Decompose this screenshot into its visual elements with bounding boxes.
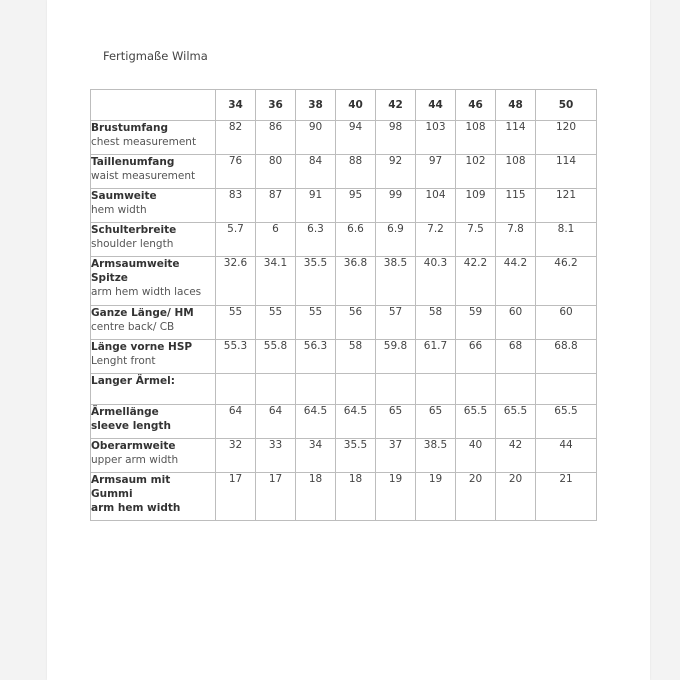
row-label-cell [91,223,216,257]
measurement-cell: 84 [296,155,336,189]
measurement-cell: 99 [376,189,416,223]
measurement-cell: 20 [456,473,496,521]
measurement-cell: 42.2 [456,257,496,306]
row-label-german: Schulterbreite [91,224,177,236]
measurement-cell: 87 [256,189,296,223]
size-header: 44 [416,90,456,121]
row-label-german: Ganze Länge/ HM [91,307,194,319]
measurement-cell: 17 [216,473,256,521]
measurement-cell: 57 [376,306,416,340]
measurement-cell: 88 [336,155,376,189]
measurement-cell: 103 [416,121,456,155]
row-label-cell [91,306,216,340]
measurement-cell: 36.8 [336,257,376,306]
row-label-german: Oberarmweite [91,440,176,452]
table-row [91,121,597,155]
measurement-cell: 34.1 [256,257,296,306]
header-corner-cell [91,90,216,121]
size-header: 48 [496,90,536,121]
measurement-cell: 44 [536,439,597,473]
measurement-cell: 91 [296,189,336,223]
table-body [91,121,597,521]
size-header: 40 [336,90,376,121]
measurement-cell: 6.9 [376,223,416,257]
row-label-cell [91,257,216,306]
measurement-cell: 95 [336,189,376,223]
measurement-cell: 59 [456,306,496,340]
measurement-cell: 92 [376,155,416,189]
measurement-cell [296,374,336,405]
measurement-cell: 38.5 [416,439,456,473]
table-row [91,439,597,473]
measurement-cell: 7.5 [456,223,496,257]
row-label-german: Armsaumweite Spitze [91,258,180,284]
measurement-cell: 114 [536,155,597,189]
measurement-cell: 64 [256,405,296,439]
measurement-cell: 6 [256,223,296,257]
document-title: Fertigmaße Wilma [103,49,208,63]
row-label-english: waist measurement [91,170,196,182]
measurement-cell: 86 [256,121,296,155]
measurement-cell: 33 [256,439,296,473]
measurement-cell: 6.3 [296,223,336,257]
row-label-german: Taillenumfang [91,156,175,168]
measurement-cell: 66 [456,340,496,374]
table-row [91,306,597,340]
measurement-cell: 38.5 [376,257,416,306]
measurement-cell: 55.8 [256,340,296,374]
measurement-cell: 120 [536,121,597,155]
row-label-cell [91,340,216,374]
row-label-english: arm hem width laces [91,286,202,298]
row-label-cell [91,439,216,473]
measurement-cell: 64 [216,405,256,439]
measurement-cell: 82 [216,121,256,155]
measurement-cell: 108 [496,155,536,189]
table-header-row [91,90,597,121]
measurement-cell: 64.5 [296,405,336,439]
measurement-cell: 83 [216,189,256,223]
measurement-cell: 42 [496,439,536,473]
table-row [91,405,597,439]
size-header: 34 [216,90,256,121]
measurement-cell: 6.6 [336,223,376,257]
measurement-cell [416,374,456,405]
row-label-cell [91,121,216,155]
measurement-cell: 65.5 [536,405,597,439]
row-label-english: chest measurement [91,136,197,148]
row-label-cell [91,473,216,521]
measurement-cell: 102 [456,155,496,189]
measurement-cell: 98 [376,121,416,155]
row-label-german: Langer Ärmel: [91,375,175,387]
row-label-cell [91,155,216,189]
table-row [91,340,597,374]
measurement-cell: 65 [376,405,416,439]
row-label-german: Brustumfang [91,122,168,134]
measurement-cell: 40.3 [416,257,456,306]
row-label-german: Länge vorne HSP [91,341,193,353]
measurement-cell: 76 [216,155,256,189]
measurement-cell: 104 [416,189,456,223]
measurement-cell: 114 [496,121,536,155]
measurement-cell: 55 [216,306,256,340]
document-page [47,0,650,680]
measurement-cell: 55 [296,306,336,340]
table-row [91,223,597,257]
row-label-cell [91,374,216,405]
measurement-cell: 97 [416,155,456,189]
measurement-cell [216,374,256,405]
measurement-cell [376,374,416,405]
row-label-english: upper arm width [91,454,179,466]
size-header: 42 [376,90,416,121]
measurement-cell [256,374,296,405]
measurement-cell: 60 [496,306,536,340]
measurement-cell: 109 [456,189,496,223]
measurement-cell [456,374,496,405]
size-header: 46 [456,90,496,121]
row-label-german: Armsaum mit Gummi [91,474,171,500]
measurement-cell: 65 [416,405,456,439]
row-label-english: sleeve length [91,420,171,432]
table-row [91,473,597,521]
row-label-english: shoulder length [91,238,174,250]
measurement-cell: 5.7 [216,223,256,257]
measurement-cell: 7.8 [496,223,536,257]
row-label-german: Saumweite [91,190,157,202]
measurement-cell: 65.5 [456,405,496,439]
measurement-cell: 17 [256,473,296,521]
measurement-cell: 34 [296,439,336,473]
measurement-cell: 90 [296,121,336,155]
measurement-cell: 40 [456,439,496,473]
row-label-cell [91,189,216,223]
row-label-english: hem width [91,204,147,216]
measurement-cell: 8.1 [536,223,597,257]
row-label-cell [91,405,216,439]
measurement-cell: 80 [256,155,296,189]
measurement-cell [536,374,597,405]
measurement-cell: 19 [416,473,456,521]
measurement-cell: 108 [456,121,496,155]
measurement-cell: 18 [336,473,376,521]
row-label-english: Lenght front [91,355,156,367]
measurement-cell: 35.5 [296,257,336,306]
table-row [91,374,597,405]
row-label-english: centre back/ CB [91,321,175,333]
measurement-cell: 94 [336,121,376,155]
size-header: 38 [296,90,336,121]
measurement-cell: 61.7 [416,340,456,374]
measurement-cell: 35.5 [336,439,376,473]
table-row [91,189,597,223]
measurement-cell: 55.3 [216,340,256,374]
measurement-cell: 37 [376,439,416,473]
measurement-cell: 56 [336,306,376,340]
measurement-cell: 46.2 [536,257,597,306]
table-row [91,257,597,306]
measurement-cell [496,374,536,405]
measurement-cell: 44.2 [496,257,536,306]
measurement-cell: 68.8 [536,340,597,374]
measurement-cell: 121 [536,189,597,223]
measurement-cell: 32.6 [216,257,256,306]
measurement-cell: 55 [256,306,296,340]
size-header: 36 [256,90,296,121]
measurement-cell: 56.3 [296,340,336,374]
size-header: 50 [536,90,597,121]
measurement-cell: 7.2 [416,223,456,257]
measurement-cell: 20 [496,473,536,521]
measurement-cell: 19 [376,473,416,521]
measurement-cell: 60 [536,306,597,340]
measurement-cell: 65.5 [496,405,536,439]
measurement-cell [336,374,376,405]
measurement-cell: 58 [336,340,376,374]
measurement-cell: 59.8 [376,340,416,374]
measurement-cell: 58 [416,306,456,340]
measurement-cell: 32 [216,439,256,473]
size-measurement-table [90,89,597,521]
measurement-cell: 64.5 [336,405,376,439]
row-label-german: Ärmellänge [91,406,159,418]
measurement-cell: 115 [496,189,536,223]
row-label-english: arm hem width [91,502,181,514]
measurement-cell: 68 [496,340,536,374]
measurement-cell: 21 [536,473,597,521]
measurement-cell: 18 [296,473,336,521]
table-row [91,155,597,189]
